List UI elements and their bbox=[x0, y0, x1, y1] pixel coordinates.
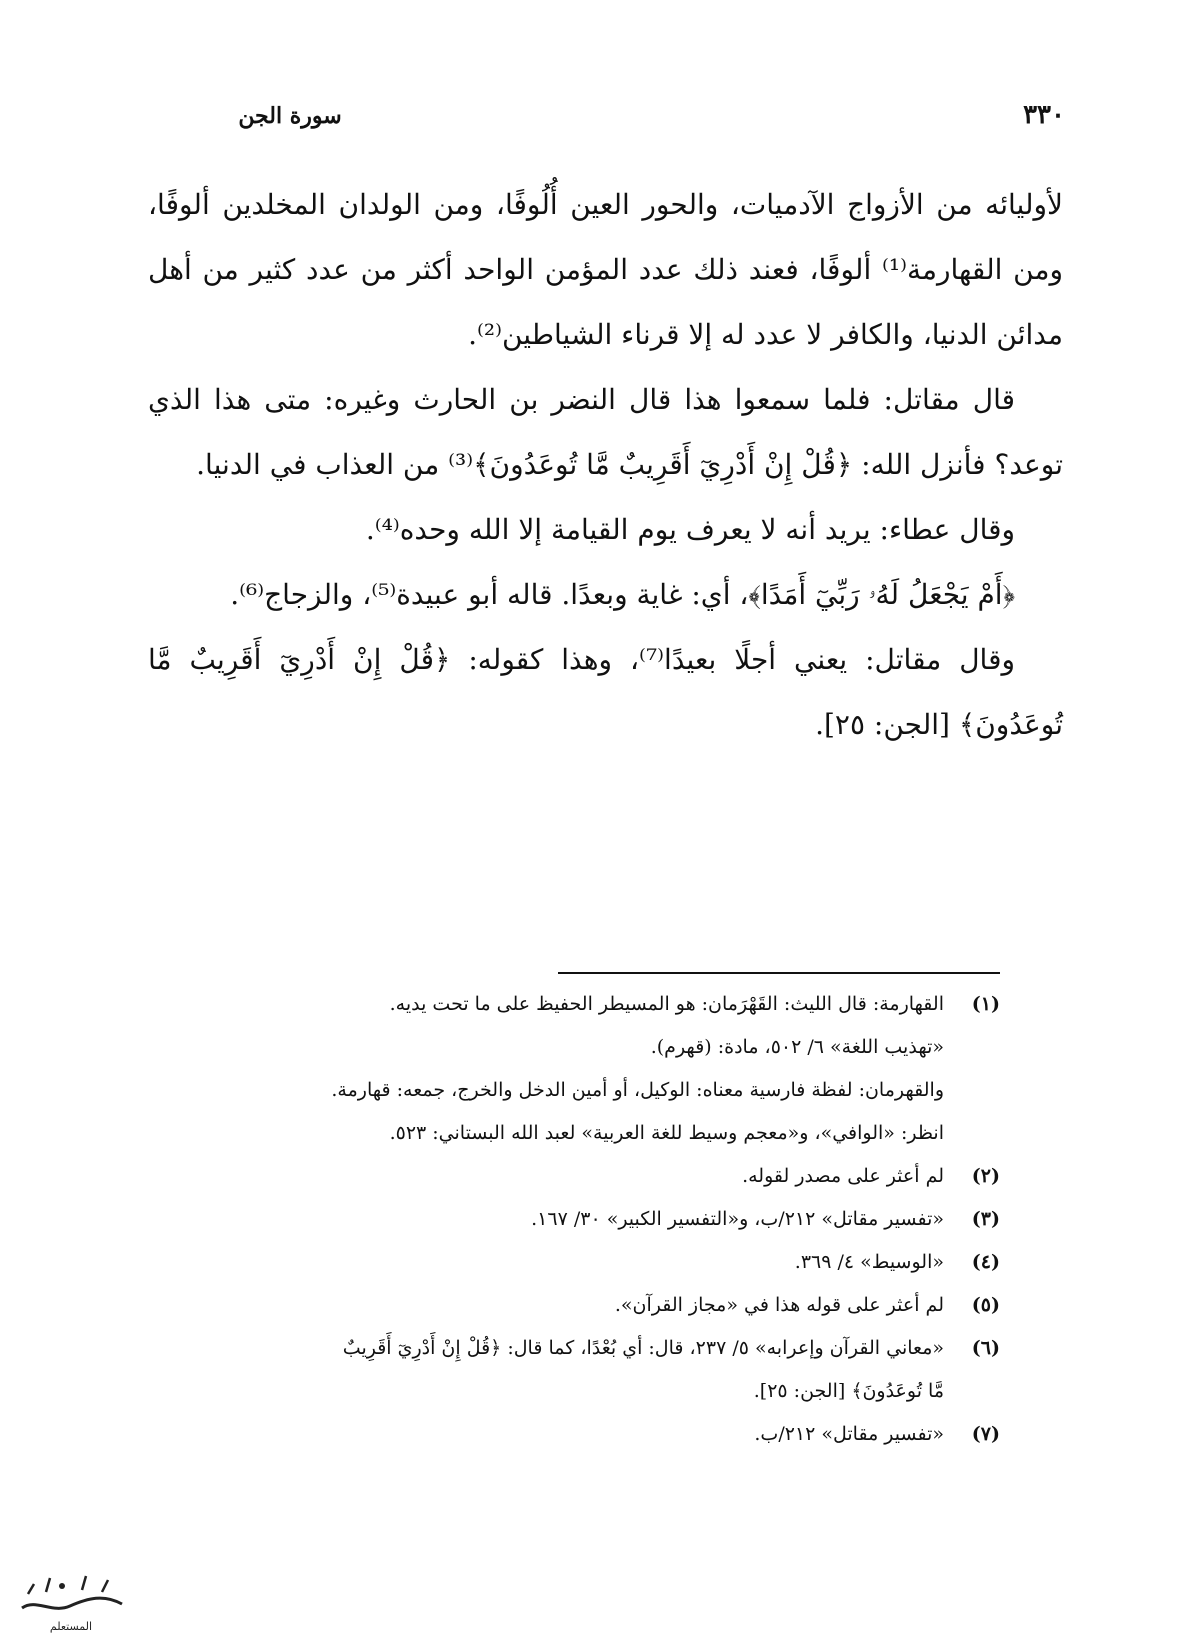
main-text bbox=[148, 172, 1063, 757]
footnote-line: «معاني القرآن وإعرابه» ٥/ ٢٣٧، قال: أي بُعْدًا، كما قال: ﴿قُلْ إِنْ أَدْرِيٓ أَقَرِيبٌ bbox=[342, 1337, 944, 1359]
footnote-line: مَّا تُوعَدُونَ﴾ [الجن: ٢٥]. bbox=[753, 1380, 944, 1402]
footnote-number: (١) bbox=[971, 993, 1000, 1015]
footnote-line: «تفسير مقاتل» ٢١٢/ب. bbox=[754, 1423, 944, 1445]
paragraph-1: لأوليائه من الأزواج الآدميات، والحور العين أُلُوفًا، ومن الولدان المخلدين ألوفًا، ومن القهارمة⁽¹⁾ ألوفًا، فعند ذلك عدد المؤمن الواحد أكثر من عدد كثير من أهل مدائن الدنيا، والكافر لا عدد له إلا قرناء الشياطين⁽²⁾. bbox=[148, 188, 1063, 351]
footnote-number: (٢) bbox=[971, 1165, 1000, 1187]
footnote-6 bbox=[145, 1327, 1000, 1413]
footnote-7 bbox=[145, 1413, 1000, 1456]
footnote-number: (٧) bbox=[971, 1423, 1000, 1445]
footnote-number: (٥) bbox=[971, 1294, 1000, 1316]
footnote-5 bbox=[145, 1284, 1000, 1327]
footnote-2 bbox=[145, 1155, 1000, 1198]
surah-title: سورة الجن bbox=[238, 103, 342, 129]
footnote-1 bbox=[145, 983, 1000, 1155]
footnote-number: (٤) bbox=[971, 1251, 1000, 1273]
footnote-line: انظر: «الوافي»، و«معجم وسيط للغة العربية» لعبد الله البستاني: ٥٢٣. bbox=[389, 1122, 944, 1144]
footnote-line: لم أعثر على مصدر لقوله. bbox=[742, 1165, 944, 1187]
paragraph-5: وقال مقاتل: يعني أجلًا بعيدًا⁽⁷⁾، وهذا كقوله: ﴿قُلْ إِنْ أَدْرِيٓ أَقَرِيبٌ مَّا تُوعَدُونَ﴾ [الجن: ٢٥]. bbox=[148, 643, 1063, 741]
footnote-line: «الوسيط» ٤/ ٣٦٩. bbox=[794, 1251, 944, 1273]
footnote-number: (٦) bbox=[971, 1337, 1000, 1359]
footnote-line: «تفسير مقاتل» ٢١٢/ب، و«التفسير الكبير» ٣٠/ ١٦٧. bbox=[531, 1208, 944, 1230]
logo-text: المستعلم bbox=[49, 1620, 93, 1633]
footnote-line: والقهرمان: لفظة فارسية معناه: الوكيل، أو أمين الدخل والخرج، جمعه: قهارمة. bbox=[331, 1079, 944, 1101]
paragraph-3: وقال عطاء: يريد أنه لا يعرف يوم القيامة إلا الله وحده⁽⁴⁾. bbox=[365, 513, 1015, 546]
footnote-number: (٣) bbox=[971, 1208, 1000, 1230]
footnote-4 bbox=[145, 1241, 1000, 1284]
footnotes bbox=[145, 983, 1000, 1456]
footnote-line: القهارمة: قال الليث: القَهْرَمان: هو المسيطر الحفيظ على ما تحت يديه. bbox=[389, 993, 944, 1015]
paragraph-4: ﴿أَمْ يَجْعَلُ لَهُۥ رَبِّيٓ أَمَدًا﴾، أي: غاية وبعدًا. قاله أبو عبيدة⁽⁵⁾، والزجاج⁽⁶⁾. bbox=[230, 578, 1015, 611]
footnote-line: «تهذيب اللغة» ٦/ ٥٠٢، مادة: (قهرم). bbox=[650, 1036, 944, 1058]
footnote-3 bbox=[145, 1198, 1000, 1241]
footnote-line: لم أعثر على قوله هذا في «مجاز القرآن». bbox=[614, 1294, 944, 1316]
page-number: ٣٣٠ bbox=[1023, 100, 1065, 130]
footnote-separator bbox=[558, 972, 1000, 974]
publisher-logo bbox=[12, 1564, 130, 1638]
paragraph-2: قال مقاتل: فلما سمعوا هذا قال النضر بن الحارث وغيره: متى هذا الذي توعد؟ فأنزل الله: ﴿قُلْ إِنْ أَدْرِيٓ أَقَرِيبٌ مَّا تُوعَدُونَ﴾⁽³⁾ من العذاب في الدنيا. bbox=[148, 383, 1063, 481]
